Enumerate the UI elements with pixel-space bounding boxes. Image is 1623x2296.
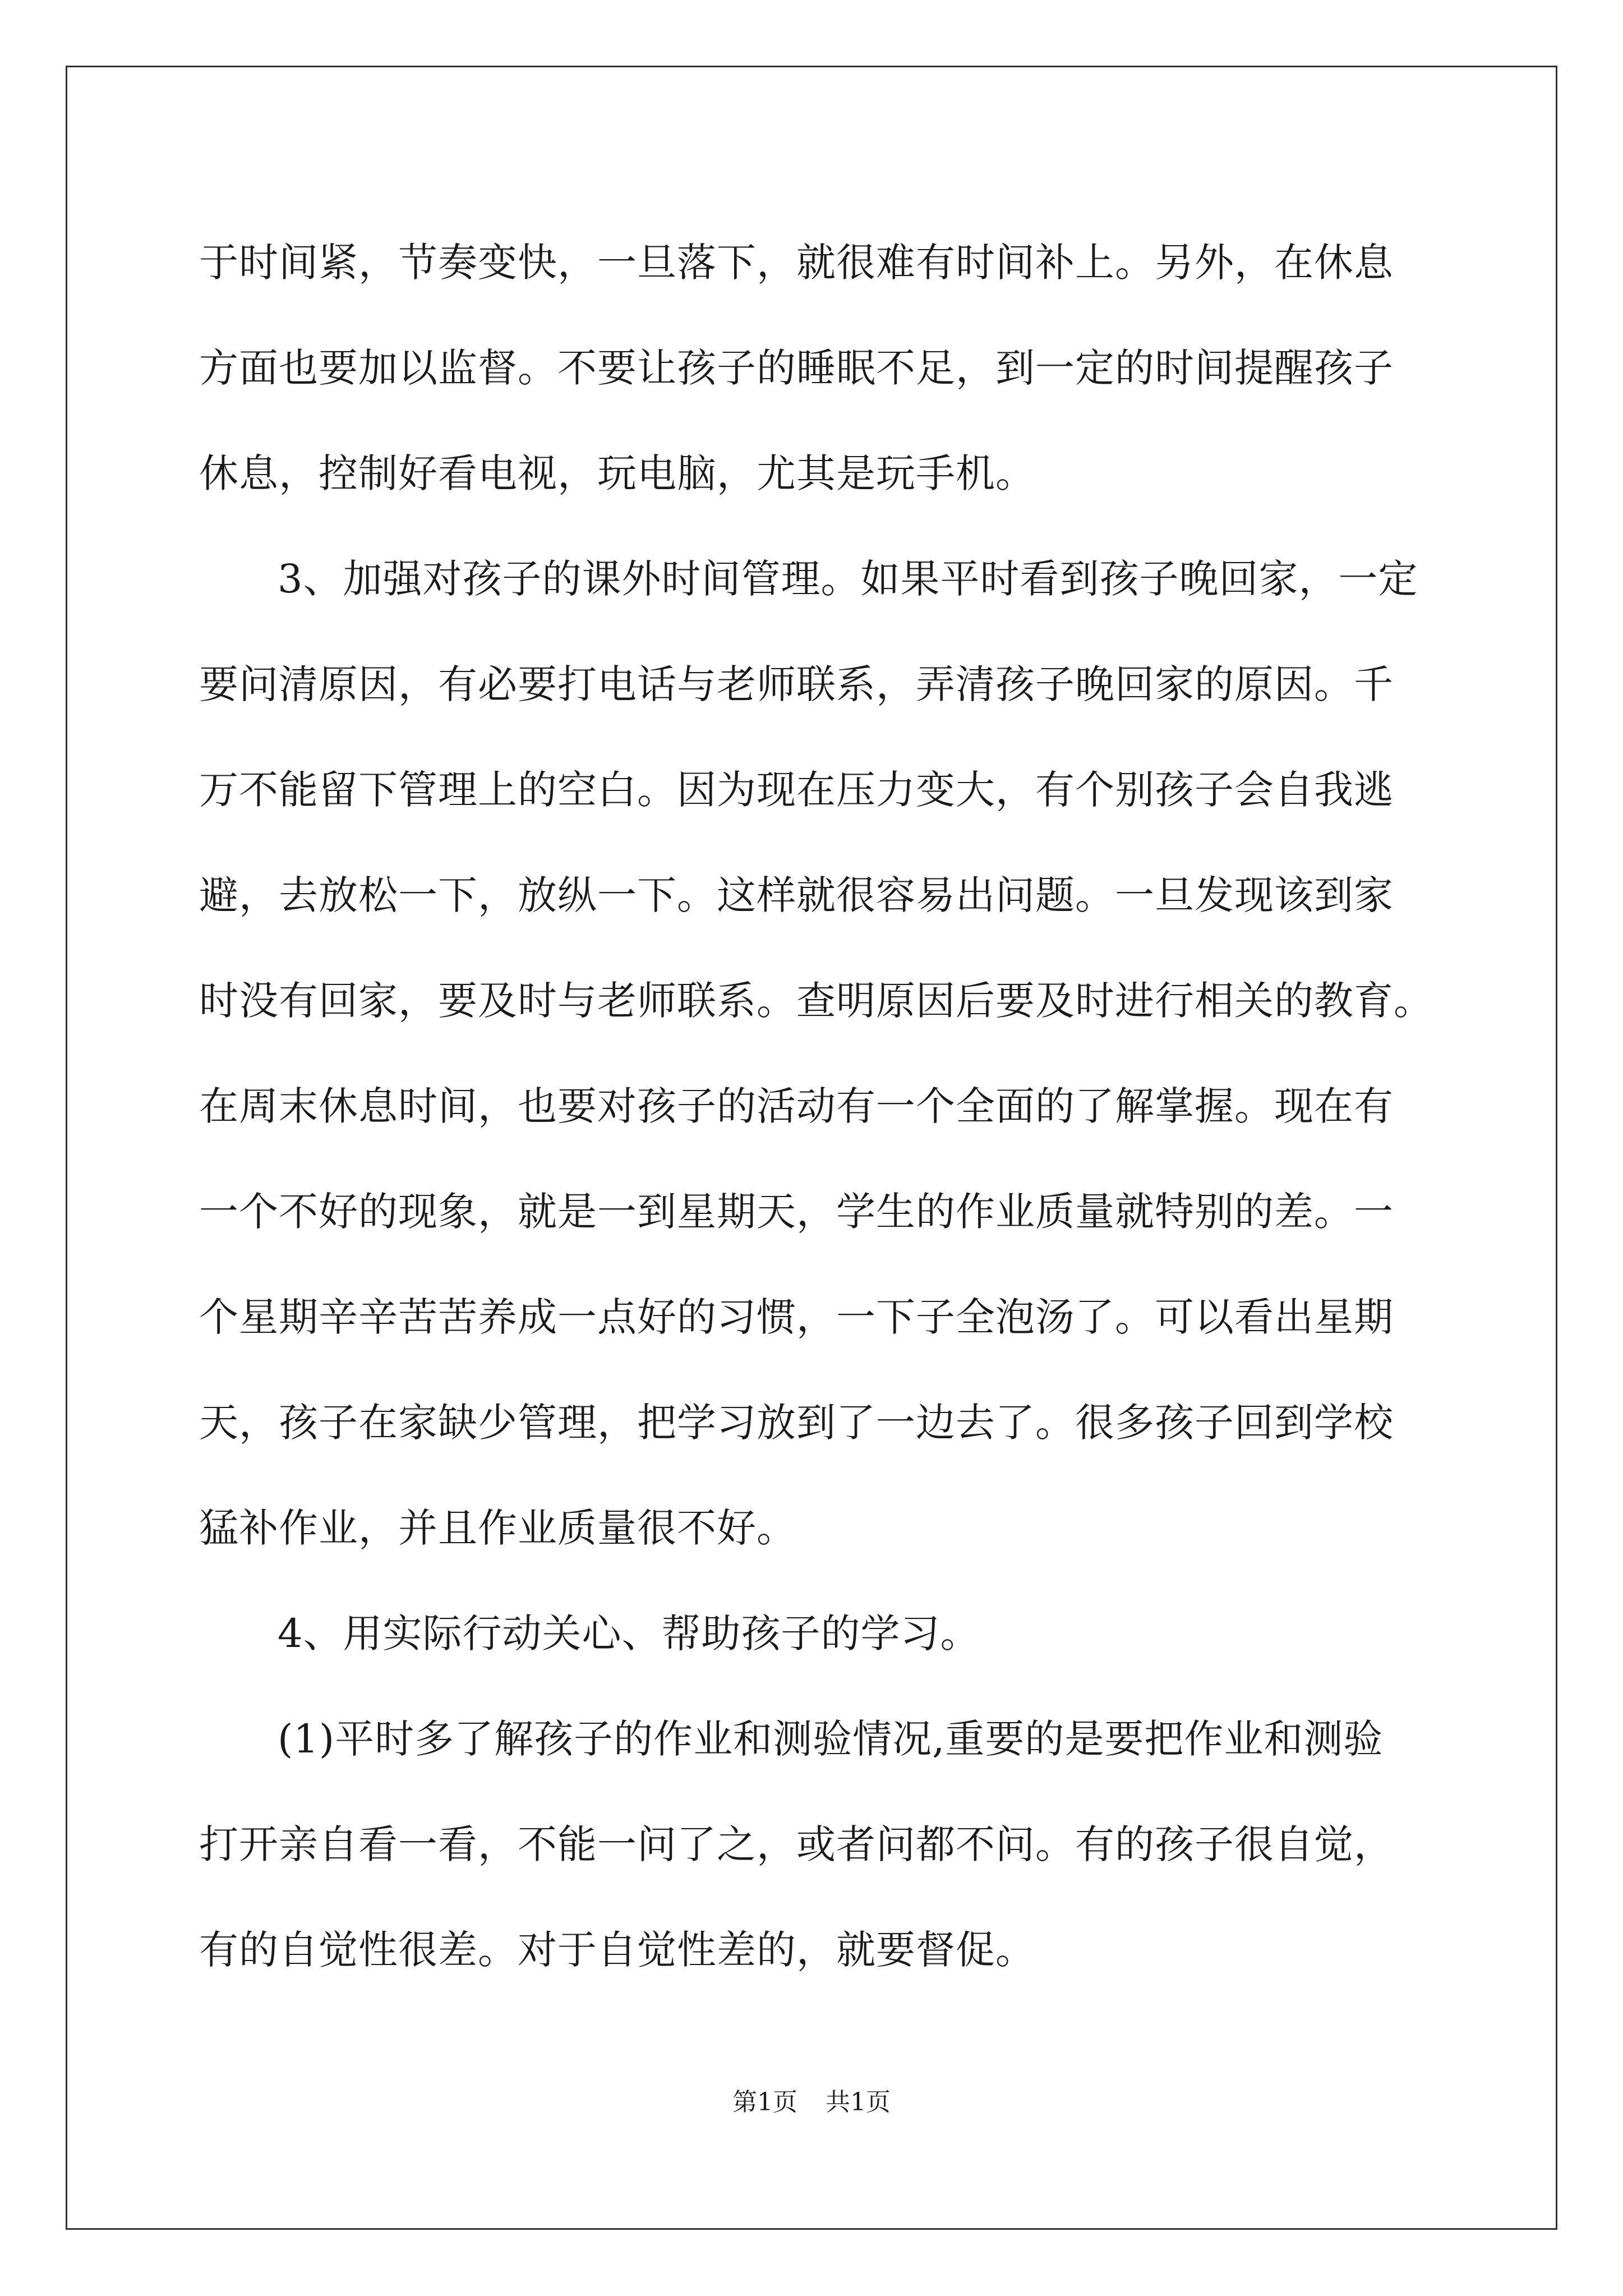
text-line: 4、用实际行动关心、帮助孩子的学习。	[278, 1611, 980, 1657]
text-line: 避，去放松一下，放纵一下。这样就很容易出问题。一旦发现该到家	[199, 872, 1394, 918]
text-line: 时没有回家，要及时与老师联系。查明原因后要及时进行相关的教育。	[199, 978, 1433, 1024]
text-line: 万不能留下管理上的空白。因为现在压力变大，有个别孩子会自我逃	[199, 767, 1394, 813]
text-line: (1)平时多了解孩子的作业和测验情况,重要的是要把作业和测验	[278, 1716, 1384, 1762]
text-line: 3、加强对孩子的课外时间管理。如果平时看到孩子晚回家，一定	[278, 556, 1418, 602]
text-line: 在周末休息时间，也要对孩子的活动有一个全面的了解掌握。现在有	[199, 1083, 1394, 1129]
text-line: 要问清原因，有必要打电话与老师联系，弄清孩子晚回家的原因。千	[199, 661, 1394, 707]
page-total-label: 共1页	[826, 2088, 891, 2116]
text-line: 一个不好的现象，就是一到星期天，学生的作业质量就特别的差。一	[199, 1189, 1394, 1235]
text-line: 打开亲自看一看，不能一问了之，或者问都不问。有的孩子很自觉，	[199, 1821, 1394, 1867]
document-body	[199, 210, 1433, 2003]
page-footer	[0, 2086, 1623, 2119]
text-line: 猛补作业，并且作业质量很不好。	[199, 1505, 796, 1551]
text-line: 有的自觉性很差。对于自觉性差的，就要督促。	[199, 1927, 1035, 1973]
text-line: 于时间紧，节奏变快，一旦落下，就很难有时间补上。另外，在休息	[199, 240, 1394, 286]
text-line: 休息，控制好看电视，玩电脑，尤其是玩手机。	[199, 450, 1035, 496]
page-number-label: 第1页	[732, 2088, 797, 2116]
text-line: 天，孩子在家缺少管理，把学习放到了一边去了。很多孩子回到学校	[199, 1400, 1394, 1446]
text-line: 方面也要加以监督。不要让孩子的睡眠不足，到一定的时间提醒孩子	[199, 345, 1394, 391]
text-line: 个星期辛辛苦苦养成一点好的习惯，一下子全泡汤了。可以看出星期	[199, 1294, 1394, 1340]
